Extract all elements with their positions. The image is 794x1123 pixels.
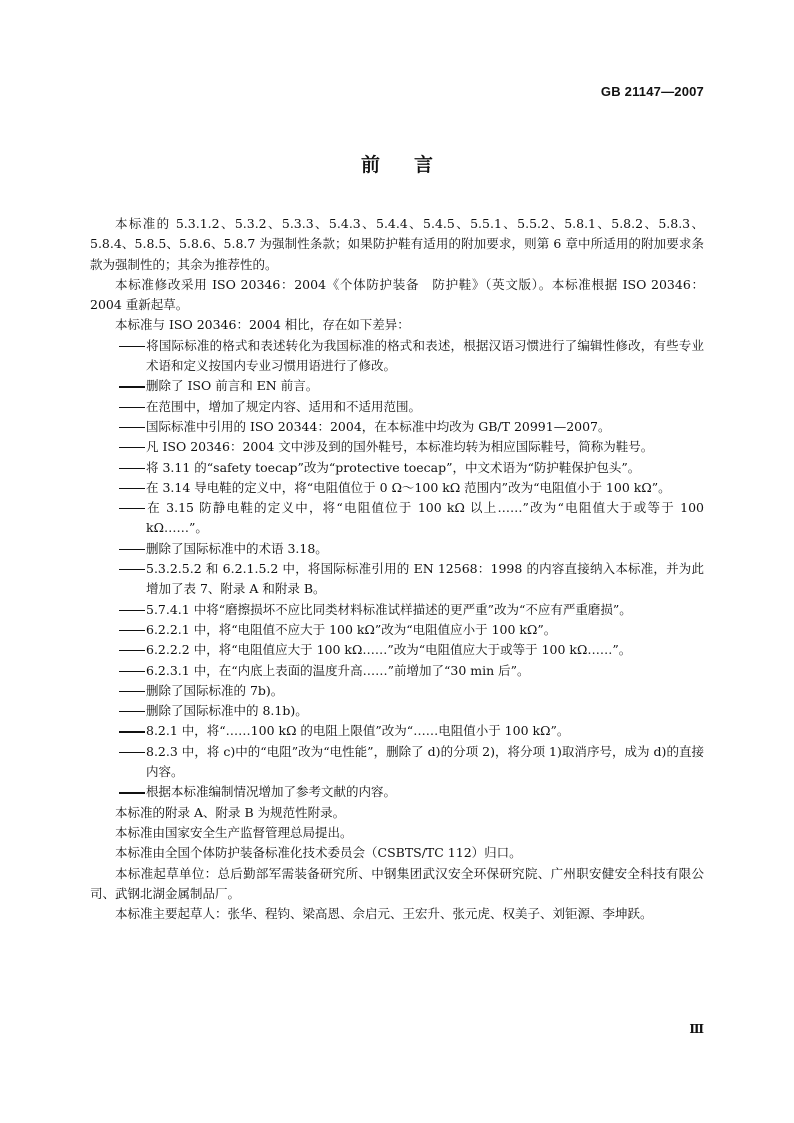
paragraph-differences-intro: 本标准与 ISO 20346：2004 相比，存在如下差异： (115, 317, 410, 333)
difference-text: 8.2.1 中，将“……100 kΩ 的电阻上限值”改为“……电阻值小于 100 kΩ”。 (146, 723, 570, 739)
paragraph-drafting-units: 本标准起草单位：总后勤部军需装备研究所、中钢集团武汉安全环保研究院、广州职安健安全科技有限公司、武钢北湖金属制品厂。 (90, 865, 704, 901)
difference-text: 在 3.15 防静电鞋的定义中，将“电阻值位于 100 kΩ 以上……”改为“电阻值大于或等于 100 kΩ……”。 (146, 500, 704, 536)
difference-text: 6.2.3.1 中，在“内底上表面的温度升高……”前增加了“30 min 后”。 (146, 662, 530, 678)
difference-item (90, 397, 704, 417)
difference-text: 删除了 ISO 前言和 EN 前言。 (146, 378, 319, 394)
difference-text: 5.7.4.1 中将“磨擦损坏不应比同类材料标准试样描述的更严重”改为“不应有严重磨损”。 (146, 601, 632, 617)
standard-code: GB 21147—2007 (600, 84, 704, 99)
difference-text: 在范围中，增加了规定内容、适用和不适用范围。 (146, 398, 422, 414)
paragraph-committee: 本标准由全国个体防护装备标准化技术委员会（CSBTS/TC 112）归口。 (115, 845, 522, 861)
difference-item (90, 782, 704, 802)
difference-text: 删除了国际标准的 7b)。 (146, 682, 284, 698)
paragraph-annexes: 本标准的附录 A、附录 B 为规范性附录。 (115, 804, 346, 820)
difference-text: 6.2.2.1 中，将“电阻值不应大于 100 kΩ”改为“电阻值应小于 100 kΩ”。 (146, 621, 557, 637)
difference-text: 将国际标准的格式和表述转化为我国标准的格式和表述，根据汉语习惯进行了编辑性修改，有些专业术语和定义按国内专业习惯用语进行了修改。 (146, 337, 704, 374)
difference-text: 在 3.14 导电鞋的定义中，将“电阻值位于 0 Ω～100 kΩ 范围内”改为“电阻值小于 100 kΩ”。 (146, 479, 671, 495)
paragraph-drafters: 本标准主要起草人：张华、程钧、梁高恩、佘启元、王宏升、张元虎、权美子、刘钜源、李坤跃。 (115, 906, 653, 922)
difference-item (90, 559, 704, 600)
difference-item (90, 640, 704, 660)
difference-text: 删除了国际标准中的 8.1b)。 (146, 703, 308, 719)
difference-item (90, 742, 704, 783)
difference-text: 国际标准中引用的 ISO 20344：2004，在本标准中均改为 GB/T 20991—2007。 (146, 418, 611, 434)
difference-item (90, 417, 704, 437)
difference-text: 凡 ISO 20346：2004 文中涉及到的国外鞋号，本标准均转为相应国际鞋号，简称为鞋号。 (146, 439, 654, 455)
difference-item (90, 478, 704, 498)
difference-text: 8.2.3 中，将 c)中的“电阻”改为“电性能”，删除了 d)的分项 2)，将分项 1)取消序号，成为 d)的直接内容。 (146, 743, 704, 780)
page-number: Ⅲ (689, 1022, 704, 1036)
difference-item (90, 661, 704, 681)
difference-item (90, 600, 704, 620)
difference-item (90, 498, 704, 539)
difference-text: 5.3.2.5.2 和 6.2.1.5.2 中，将国际标准引用的 EN 12568：1998 的内容直接纳入本标准，并为此增加了表 7、附录 A 和附录 B。 (146, 561, 704, 597)
page-title: 前言 (360, 154, 467, 176)
document-body (90, 214, 704, 924)
difference-text: 删除了国际标准中的术语 3.18。 (146, 540, 328, 556)
difference-item (90, 681, 704, 701)
paragraph-mandatory-clauses: 本标准的 5.3.1.2、5.3.2、5.3.3、5.4.3、5.4.4、5.4.5、5.5.1、5.5.2、5.8.1、5.8.2、5.8.3、5.8.4、5.8.5、5.8.6、5.8.7 为强制性条款；如果防护鞋有适用的附加要求，则第 6 章中所适用的附加要求条款为强制性的；其余为推荐性的。 (90, 216, 704, 272)
paragraph-adoption: 本标准修改采用 ISO 20346：2004《个体防护装备 防护鞋》（英文版）。本标准根据 ISO 20346：2004 重新起草。 (90, 276, 704, 313)
difference-item (90, 336, 704, 377)
difference-item (90, 620, 704, 640)
difference-text: 6.2.2.2 中，将“电阻值应大于 100 kΩ……”改为“电阻值应大于或等于 100 kΩ……”。 (146, 642, 632, 658)
difference-text: 将 3.11 的“safety toecap”改为“protective toecap”，中文术语为“防护鞋保护包头”。 (146, 459, 641, 475)
difference-item (90, 701, 704, 721)
difference-item (90, 376, 704, 396)
difference-item (90, 539, 704, 559)
paragraph-proposer: 本标准由国家安全生产监督管理总局提出。 (115, 824, 353, 840)
difference-text: 根据本标准编制情况增加了参考文献的内容。 (146, 784, 397, 800)
difference-item (90, 721, 704, 741)
difference-item (90, 458, 704, 478)
difference-item (90, 437, 704, 457)
